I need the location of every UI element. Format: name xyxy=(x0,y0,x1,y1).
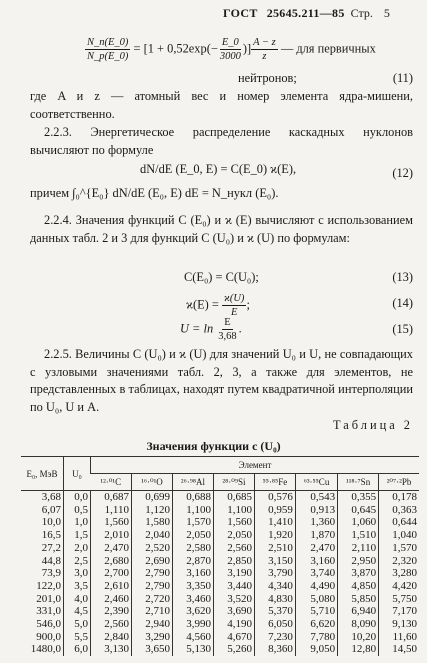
table-cell: 1,060 xyxy=(351,516,377,529)
table-cell: 1,920 xyxy=(268,529,293,542)
page-number: 5 xyxy=(383,6,390,20)
col-header-element: ⁵⁵·⁸⁵Fe xyxy=(254,474,295,491)
table-cell: 2,390 xyxy=(104,605,129,618)
table-cell: 3,160 xyxy=(186,567,211,580)
standard-label: ГОСТ xyxy=(223,6,258,20)
table-cell: 3,990 xyxy=(186,618,211,631)
eq12-number: (12) xyxy=(392,166,413,180)
table-cell: 546,0 xyxy=(36,618,61,631)
table-cell: 1,870 xyxy=(310,529,336,542)
table-cell: 2,720 xyxy=(145,592,170,605)
table-cell: 1,110 xyxy=(104,503,129,516)
table-cell: 2,700 xyxy=(104,567,129,580)
table-cell: 9,050 xyxy=(310,643,336,656)
table-cell: 2,950 xyxy=(351,554,377,567)
equation-13: C(E₀) = C(U₀); xyxy=(184,270,259,284)
table-cell: 3,460 xyxy=(186,592,211,605)
col-header-u0: U₀ xyxy=(64,457,91,491)
table-cell: 2,710 xyxy=(145,605,170,618)
equation-12b: причем ∫₀^{E₀} dN/dE (E₀, E) dE = N_нукл (E₀). xyxy=(30,186,279,200)
table-cell: 2,870 xyxy=(186,554,211,567)
table-cell: 4,670 xyxy=(227,630,252,643)
table-cell: 2,050 xyxy=(227,529,252,542)
table-cell: 1,100 xyxy=(227,503,252,516)
table-cell: 10,20 xyxy=(351,630,377,643)
table-cell: 4,850 xyxy=(351,579,377,592)
table-column-cell xyxy=(21,491,64,657)
eq11-rhs: = [1 + 0,52exp(− xyxy=(133,41,218,56)
table-cell: 8,090 xyxy=(351,618,377,631)
table-cell: 0,363 xyxy=(392,503,417,516)
table-cell: 1,100 xyxy=(186,503,211,516)
table-cell: 11,60 xyxy=(392,630,417,643)
table-cell: 3,350 xyxy=(186,579,211,592)
table-cell: 1,120 xyxy=(145,503,170,516)
table-cell: 0,645 xyxy=(351,503,377,516)
table-column-cell xyxy=(379,491,419,657)
eq15-number: (15) xyxy=(392,322,413,336)
table-cell: 0,355 xyxy=(351,491,377,503)
paragraph-2-2-3: 2.2.3. Энергетическое распределение каскадных нуклонов вычисляют по формуле xyxy=(30,125,413,157)
equation-12: dN/dE (E_0, E) = C(E_0) ϰ(E), xyxy=(140,162,297,176)
table-cell: 1,360 xyxy=(310,516,336,529)
table-cell: 2,470 xyxy=(104,541,129,554)
equation-14: ϰ(E) = $\frac{ϰ(U)}{E}$ ; xyxy=(186,293,250,318)
table-cell: 1,570 xyxy=(186,516,211,529)
table-cell: 0,687 xyxy=(104,491,129,503)
table-cell: 1,510 xyxy=(351,529,377,542)
table-cell: 5,5 xyxy=(74,630,88,643)
table-cell: 2,840 xyxy=(104,630,129,643)
table-cell: 1,560 xyxy=(104,516,129,529)
eq11-lhs: $\frac{N\_n(E\_0)}{N\_p(E\_0)}$ xyxy=(87,37,129,62)
paragraph-2-2-4: 2.2.4. Значения функций C (E₀) и ϰ (E) вычисляют с использованием данных табл. 2 и 3 для функций C (U₀) и ϰ (U) по формулам: xyxy=(30,213,413,245)
table-column-cell xyxy=(64,491,91,657)
table-column-cell xyxy=(338,491,379,657)
table-cell: 3,650 xyxy=(145,643,170,656)
table-cell: 3,290 xyxy=(145,630,170,643)
table-cell: 2,610 xyxy=(104,579,129,592)
table-title: Значения функции c (U₀) xyxy=(146,439,281,453)
table-cell: 1,0 xyxy=(74,516,88,529)
table-cell: 6,07 xyxy=(41,503,61,516)
table-cell: 201,0 xyxy=(36,592,61,605)
table-cell: 3,5 xyxy=(74,579,88,592)
table-cell: 4,420 xyxy=(392,579,417,592)
table-cell: 4,5 xyxy=(74,605,88,618)
group-header-element: Элемент xyxy=(91,457,420,474)
table-cell: 122,0 xyxy=(36,579,61,592)
eq11-number: (11) xyxy=(392,71,413,85)
table-cell: 0,0 xyxy=(74,491,88,503)
table-cell: 5,260 xyxy=(227,643,252,656)
eq11-az-frac: $\frac{A - z}{z}$ xyxy=(253,37,276,62)
table-cell: 6,620 xyxy=(310,618,336,631)
table-cell: 7,780 xyxy=(310,630,336,643)
table-cell: 2,560 xyxy=(227,541,252,554)
table-cell: 0,576 xyxy=(268,491,293,503)
col-header-element: ²⁰⁷·²Pb xyxy=(379,474,419,491)
table-cell: 1,560 xyxy=(227,516,252,529)
table-cell: 0,913 xyxy=(310,503,336,516)
table-cell: 5,750 xyxy=(392,592,417,605)
eq11-exp-frac: $\frac{E\_0}{3000}$ xyxy=(219,37,241,62)
table-cell: 0,644 xyxy=(392,516,417,529)
table-cell: 2,0 xyxy=(74,541,88,554)
table-cell: 0,699 xyxy=(145,491,170,503)
table-cell: 5,850 xyxy=(351,592,377,605)
table-cell: 3,790 xyxy=(268,567,293,580)
table-cell: 1,040 xyxy=(392,529,417,542)
table-cell: 0,688 xyxy=(186,491,211,503)
table-cell: 2,470 xyxy=(310,541,336,554)
table-cell: 7,170 xyxy=(392,605,417,618)
table-cell: 5,130 xyxy=(186,643,211,656)
table-cell: 3,870 xyxy=(351,567,377,580)
table-cell: 4,190 xyxy=(227,618,252,631)
col-header-element: ¹⁶·⁰¹O xyxy=(131,474,172,491)
table-cell: 27,2 xyxy=(41,541,61,554)
where-text: где A и z — атомный вес и номер элемента ядра-мишени, соответственно. xyxy=(30,89,413,121)
table-cell: 1,5 xyxy=(74,529,88,542)
table-body-row xyxy=(21,491,419,657)
col-header-e0: E₀, МэВ xyxy=(21,457,64,491)
table-cell: 2,460 xyxy=(104,592,129,605)
eq13-number: (13) xyxy=(392,270,413,284)
col-header-element: ¹¹⁸·⁷Sn xyxy=(338,474,379,491)
table-cell: 900,0 xyxy=(36,630,61,643)
table-cell: 44,8 xyxy=(41,554,61,567)
table-cell: 2,790 xyxy=(145,579,170,592)
eq11-rhs2: )] xyxy=(242,41,252,56)
col-header-element: ²⁸·⁰⁹Si xyxy=(213,474,254,491)
table-column-cell xyxy=(91,491,132,657)
table-column-cell xyxy=(254,491,295,657)
table-cell: 0,543 xyxy=(310,491,336,503)
table-cell: 2,040 xyxy=(145,529,170,542)
table-cell: 3,68 xyxy=(41,491,61,503)
col-header-element: ⁶³·⁵⁵Cu xyxy=(295,474,337,491)
table-cell: 3,740 xyxy=(310,567,336,580)
table-cell: 1,410 xyxy=(268,516,293,529)
table-cell: 2,5 xyxy=(74,554,88,567)
table-cell: 4,490 xyxy=(310,579,336,592)
paragraph-2-2-5: 2.2.5. Величины C (U₀) и ϰ (U) для значений U₀ и U, не совпадающих с узловыми значениями табл. 2, 3, а также для элементов, не представленных в таблицах, находят путем квадратичной интерполяции по U₀, U и A. xyxy=(30,347,413,414)
table-cell: 2,560 xyxy=(104,618,129,631)
table-cell: 0,685 xyxy=(227,491,252,503)
page-label: Стр. xyxy=(350,6,373,20)
table-cell: 12,80 xyxy=(351,643,377,656)
table-cell: 2,850 xyxy=(227,554,252,567)
table-cell: 6,940 xyxy=(351,605,377,618)
table-cell: 3,620 xyxy=(186,605,211,618)
table-cell: 5,710 xyxy=(310,605,336,618)
table-cell: 3,440 xyxy=(227,579,252,592)
table-cell: 2,680 xyxy=(104,554,129,567)
table-cell: 2,940 xyxy=(145,618,170,631)
table-cell: 2,580 xyxy=(186,541,211,554)
col-header-element: ²⁶·⁹⁸Al xyxy=(172,474,213,491)
table-cell: 3,190 xyxy=(227,567,252,580)
table-column-cell xyxy=(295,491,337,657)
table-cell: 2,110 xyxy=(351,541,377,554)
table-cell: 16,5 xyxy=(41,529,61,542)
table-cell: 5,0 xyxy=(74,618,88,631)
table-cell: 1,580 xyxy=(145,516,170,529)
table-cell: 73,9 xyxy=(41,567,61,580)
table-cell: 0,5 xyxy=(74,503,88,516)
table-cell: 5,080 xyxy=(310,592,336,605)
table-cell: 1480,0 xyxy=(30,643,61,656)
table-cell: 2,050 xyxy=(186,529,211,542)
equation-11 xyxy=(85,36,376,63)
table-cell: 4,560 xyxy=(186,630,211,643)
table-cell: 2,320 xyxy=(392,554,417,567)
table-cell: 4,830 xyxy=(268,592,293,605)
table-cell: 2,510 xyxy=(268,541,293,554)
col-header-element: ¹²·⁰¹C xyxy=(91,474,132,491)
table-cell: 3,520 xyxy=(227,592,252,605)
table-column-cell xyxy=(213,491,254,657)
table-column-cell xyxy=(131,491,172,657)
table-cell: 2,690 xyxy=(145,554,170,567)
table-column-cell xyxy=(172,491,213,657)
table-cell: 3,690 xyxy=(227,605,252,618)
page-header xyxy=(223,6,398,21)
data-table xyxy=(21,456,419,656)
table-cell: 3,150 xyxy=(268,554,293,567)
table-cell: 3,160 xyxy=(310,554,336,567)
table-cell: 14,50 xyxy=(392,643,417,656)
table-cell: 3,130 xyxy=(104,643,129,656)
table-cell: 2,520 xyxy=(145,541,170,554)
table-cell: 6,0 xyxy=(74,643,88,656)
table-cell: 2,790 xyxy=(145,567,170,580)
table-cell: 0,959 xyxy=(268,503,293,516)
table-caption: Таблица 2 xyxy=(333,418,413,432)
table-cell: 3,0 xyxy=(74,567,88,580)
standard-number: 25645.211—85 xyxy=(266,6,345,20)
table-cell: 331,0 xyxy=(36,605,61,618)
table-cell: 2,010 xyxy=(104,529,129,542)
table-cell: 0,178 xyxy=(392,491,417,503)
eq14-number: (14) xyxy=(392,296,413,310)
table-cell: 3,280 xyxy=(392,567,417,580)
table-cell: 4,340 xyxy=(268,579,293,592)
table-cell: 10,0 xyxy=(41,516,61,529)
table-cell: 9,130 xyxy=(392,618,417,631)
equation-15: U = ln $\frac{E}{3,68}$ . xyxy=(180,317,242,342)
eq11-tail: — для первичных xyxy=(277,41,376,56)
table-cell: 7,230 xyxy=(268,630,293,643)
table-cell: 8,360 xyxy=(268,643,293,656)
table-cell: 1,570 xyxy=(392,541,417,554)
table-cell: 6,050 xyxy=(268,618,293,631)
table-cell: 5,370 xyxy=(268,605,293,618)
table-cell: 4,0 xyxy=(74,592,88,605)
eq11-line2: нейтронов; xyxy=(238,71,297,85)
